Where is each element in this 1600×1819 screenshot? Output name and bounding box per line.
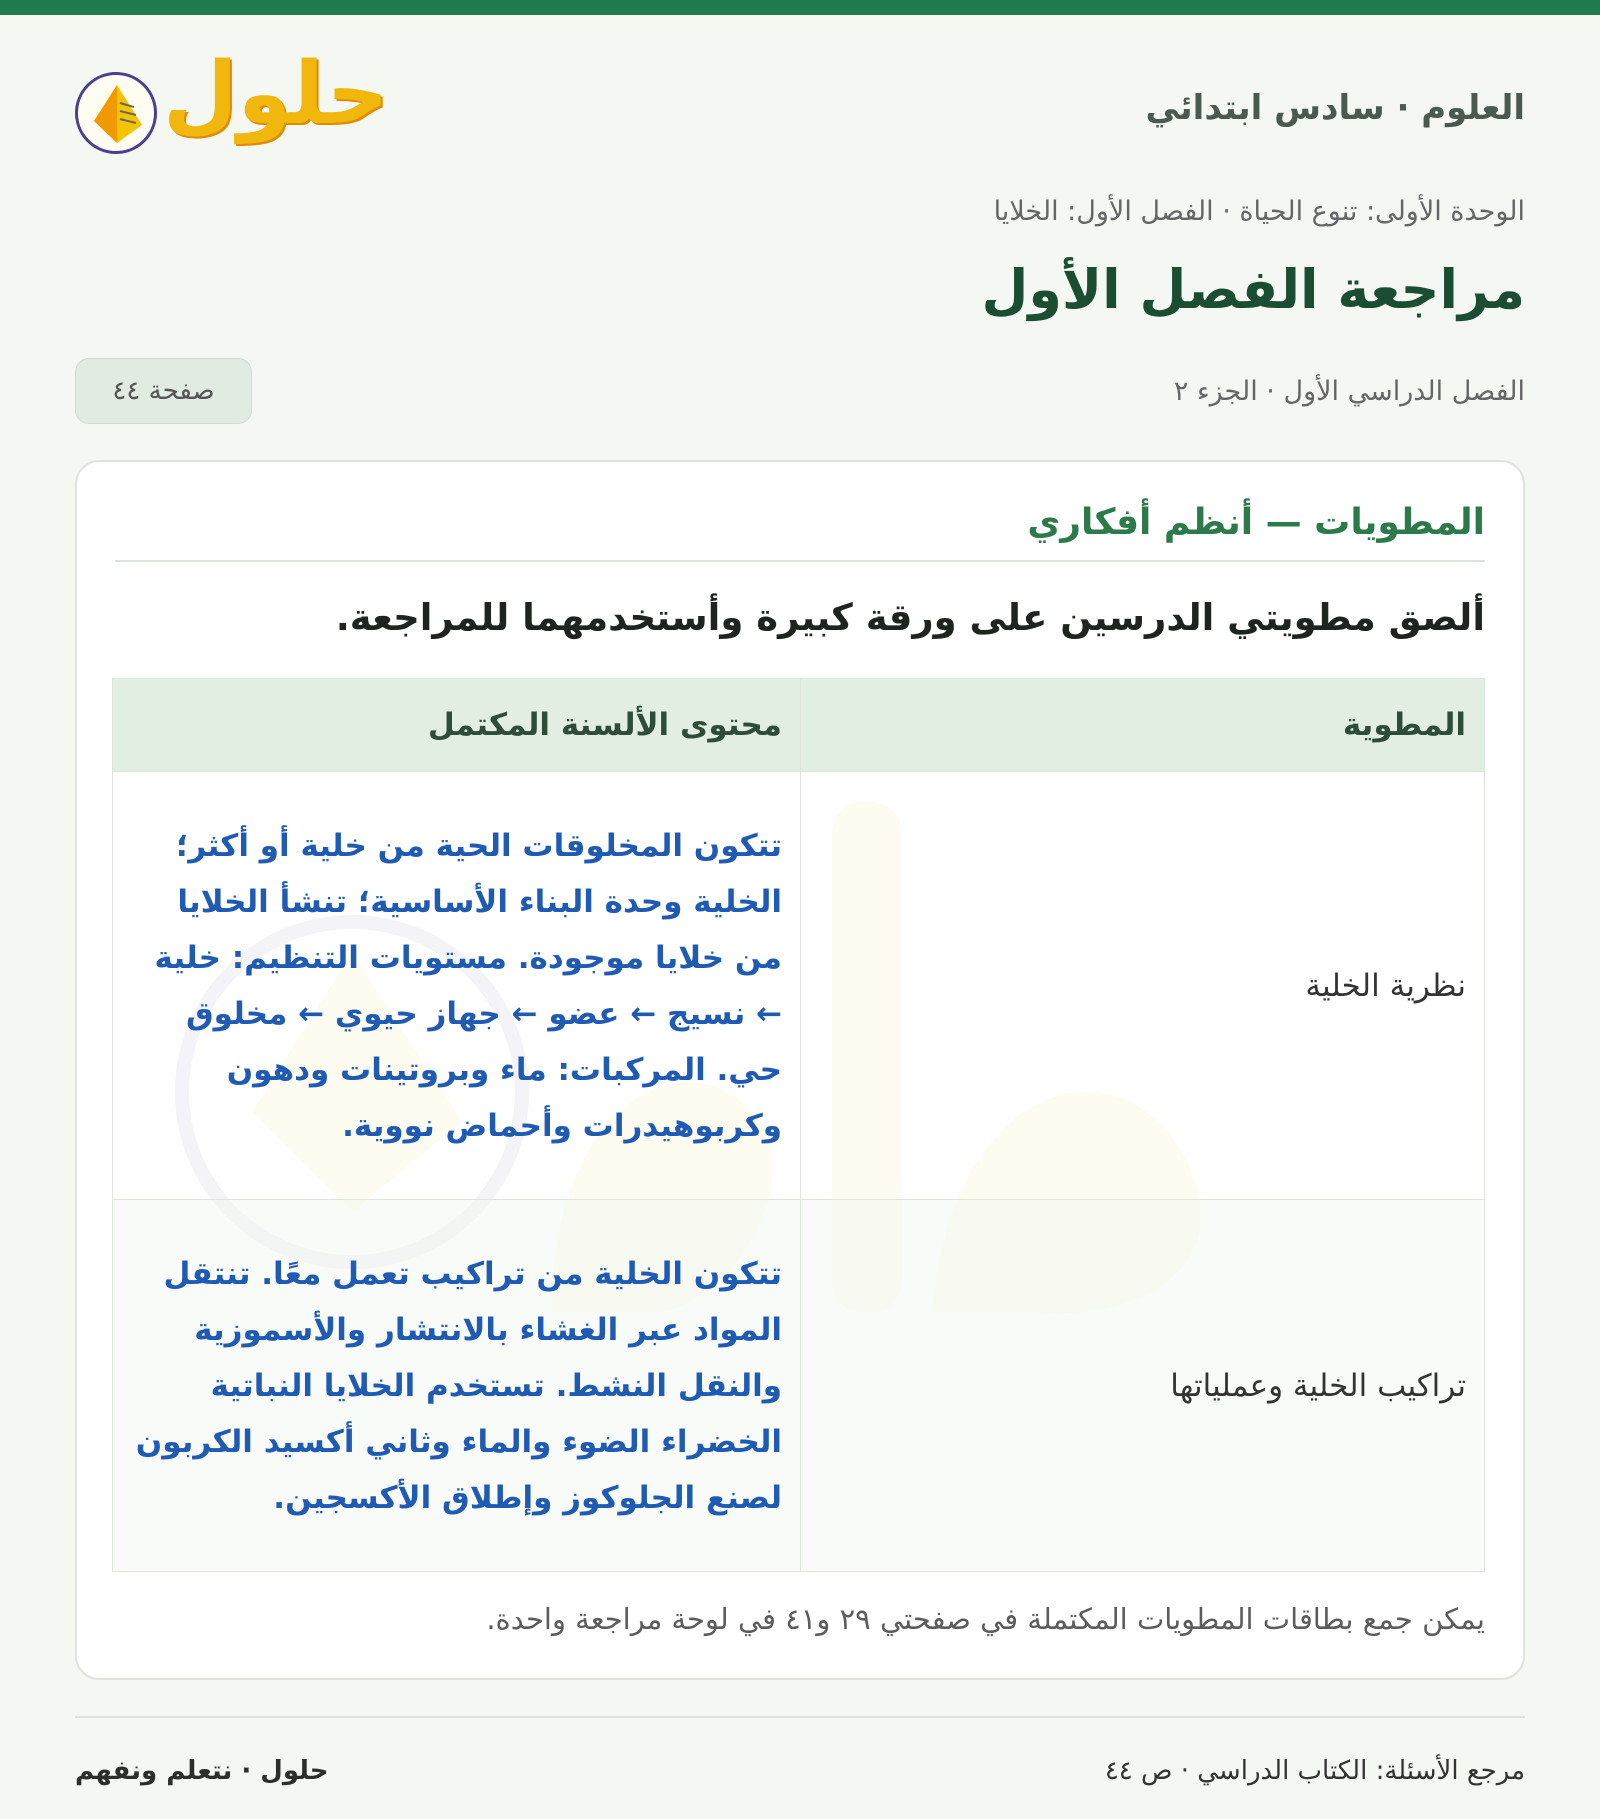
book-icon [75, 72, 157, 154]
card-note: يمكن جمع بطاقات المطويات المكتملة في صفحتي ٢٩ و٤١ في لوحة مراجعة واحدة. [486, 1602, 1485, 1636]
foldable-content-cell: تتكون الخلية من تراكيب تعمل معًا. تنتقل المواد عبر الغشاء بالانتشار والأسموزية والنقل النشط. تستخدم الخلايا النباتية الخضراء الضوء والماء وثاني أكسيد الكربون لصنع الجلوكوز وإطلاق الأكسجين. [113, 1200, 801, 1572]
page-title: مراجعة الفصل الأول [981, 258, 1525, 321]
card-heading-bar [115, 498, 1485, 562]
logo-wordmark: حلول [163, 44, 389, 144]
halool-logo[interactable] [75, 44, 389, 160]
breadcrumb: الوحدة الأولى: تنوع الحياة · الفصل الأول: الخلايا [993, 196, 1525, 227]
footer-brand[interactable]: حلول · نتعلم ونفهم [75, 1756, 329, 1786]
column-header-content: محتوى الألسنة المكتمل [113, 679, 801, 772]
table-row [113, 1200, 1485, 1572]
page-number-badge: صفحة ٤٤ [75, 358, 252, 424]
page-footer [75, 1716, 1525, 1806]
table-header-row [113, 679, 1485, 772]
foldables-table [112, 678, 1485, 1572]
term-label: الفصل الدراسي الأول · الجزء ٢ [1173, 376, 1525, 407]
column-header-foldable: المطوية [801, 679, 1485, 772]
top-accent-bar [0, 0, 1600, 15]
foldable-content-cell: تتكون المخلوقات الحية من خلية أو أكثر؛ الخلية وحدة البناء الأساسية؛ تنشأ الخلايا من خلايا موجودة. مستويات التنظيم: خلية ← نسيج ← عضو ← جهاز حيوي ← مخلوق حي. المركبات: ماء وبروتينات ودهون وكربوهيدرات وأحماض نووية. [113, 772, 801, 1200]
card-heading: المطويات — أنظم أفكاري [1027, 502, 1485, 543]
table-row [113, 772, 1485, 1200]
instruction-text: ألصق مطويتي الدرسين على ورقة كبيرة وأستخدمهما للمراجعة. [335, 596, 1485, 639]
page-header [75, 44, 1525, 160]
subject-label: العلوم · سادس ابتدائي [1145, 88, 1525, 128]
foldables-card [75, 460, 1525, 1680]
foldable-name-cell: نظرية الخلية [801, 772, 1485, 1200]
question-reference: مرجع الأسئلة: الكتاب الدراسي · ص ٤٤ [1104, 1756, 1525, 1786]
foldable-name-cell: تراكيب الخلية وعملياتها [801, 1200, 1485, 1572]
